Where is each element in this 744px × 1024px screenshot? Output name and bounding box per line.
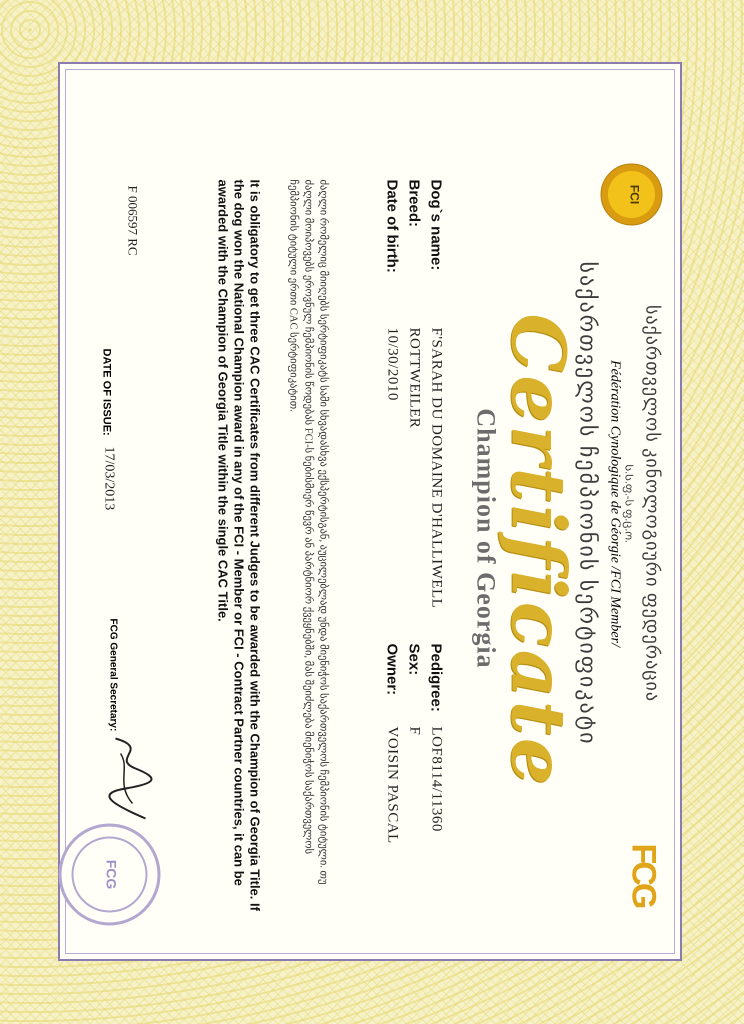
- certificate-subtitle: Champion of Georgia: [471, 408, 501, 669]
- dog-name-label: Dog`s name:: [427, 179, 445, 271]
- org-abbreviation: Ს.Ს.ფ.-ს ფ.ც.ო.: [622, 464, 635, 543]
- date-of-issue-label: DATE OF ISSUE:: [100, 348, 113, 436]
- date-of-issue-value: 17/03/2013: [101, 446, 117, 511]
- dog-name-value: F'SARAH DU DOMAINE D'HALLIWELL: [428, 327, 445, 609]
- owner-value: VOISIN PASCAL: [384, 726, 401, 844]
- certificate-paper: [58, 62, 682, 961]
- rules-georgian: ძაღლი რომელიც მიიღებს სერტიფიკატს სამი სხვადასხვა ექსპერტისგან, აუცილებლად უნდა მიენიჭოს საქართველოს ჩემპიონის ტიტული. თუ ძაღლი მოიპოვებს ეროვნულ ჩემპიონის წოდებას FCI-ს ნებისმიერ წევრ ან პარტნიორ ქვეყნებში, მას შეიძლება მიენიჭოს საქართველოს ჩემპიონის ტიტული ერთი CAC სერტიფიკატით.: [287, 179, 329, 885]
- fcg-logo-icon: FCG: [624, 843, 663, 907]
- pedigree-label: Pedigree:: [427, 643, 445, 712]
- fci-logo-icon: FCI: [601, 164, 663, 226]
- certificate-content: [61, 64, 681, 959]
- certificate-number: F 006597 RC: [125, 185, 141, 256]
- secretary-label: FCG General Secretary:: [107, 618, 119, 732]
- pedigree-value: LOF8114/11360: [428, 726, 445, 832]
- dob-label: Date of birth:: [383, 179, 401, 273]
- org-name-georgian: საქართველოს კინოლოგიური ფედერაცია: [642, 305, 663, 702]
- official-seal-icon: FCG: [59, 824, 161, 926]
- signature-icon: [101, 734, 161, 824]
- sex-label: Sex:: [405, 643, 423, 676]
- certificate-title: Certificate: [494, 313, 581, 788]
- dob-value: 10/30/2010: [384, 327, 401, 401]
- breed-label: Breed:: [405, 179, 423, 228]
- sex-value: F: [406, 726, 423, 736]
- rules-english: It is obligatory to get three CAC Certificates from different Judges to be awarded with the Champion of Georgia Title. If the dog won the National Champion award in any of the FCI - Member or FCI - Contract Partner countries, it can be awarded with the Champion of Georgia Title within the single CAC Title.: [215, 179, 263, 911]
- owner-label: Owner:: [383, 643, 401, 696]
- org-name-french: Fédération Cynologique de Géorgie /FCI Member/: [607, 360, 623, 647]
- certificate-subtitle-georgian: საქართველოს ჩემპიონის სერტიფიკატი: [575, 261, 601, 746]
- breed-value: ROTTWEILER: [406, 327, 423, 429]
